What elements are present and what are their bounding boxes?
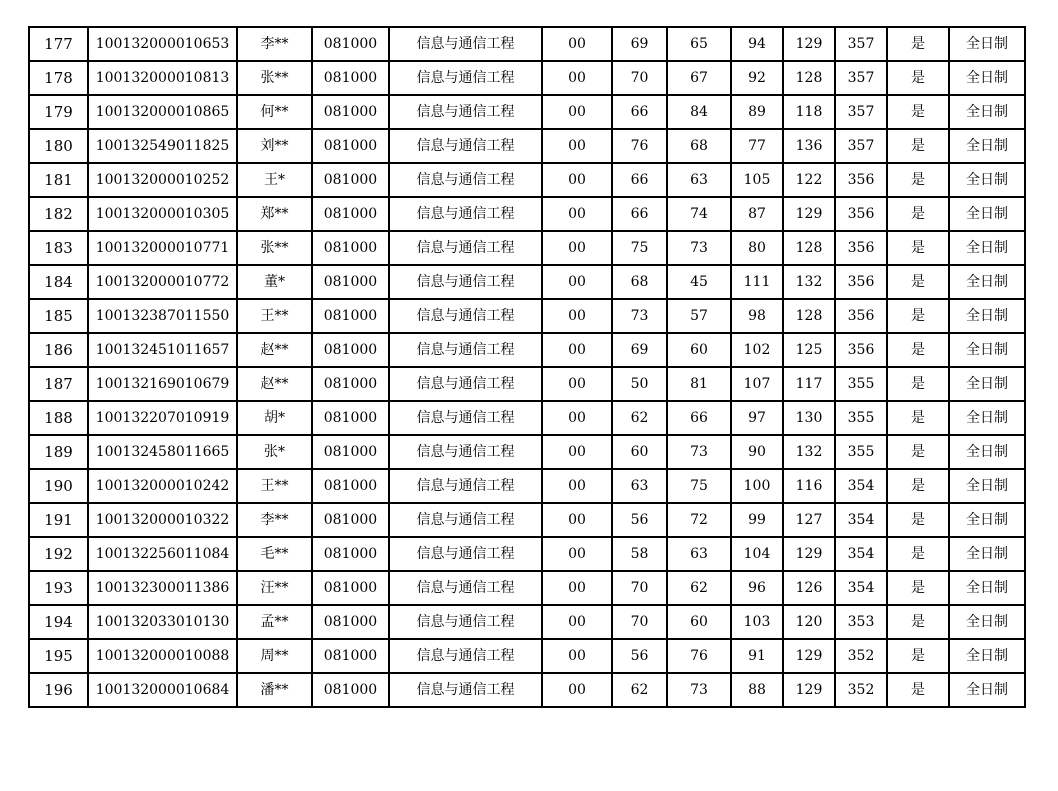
table-row bbox=[29, 265, 1025, 299]
rank-cell: 186 bbox=[29, 333, 88, 367]
major-name-cell: 信息与通信工程 bbox=[389, 163, 542, 197]
name-cell: 毛** bbox=[237, 537, 312, 571]
subject-one-score-cell: 104 bbox=[731, 537, 783, 571]
rank-cell: 189 bbox=[29, 435, 88, 469]
major-name-cell: 信息与通信工程 bbox=[389, 503, 542, 537]
exam-number-cell: 100132451011657 bbox=[88, 333, 237, 367]
subject-one-score-cell: 102 bbox=[731, 333, 783, 367]
study-mode-cell: 全日制 bbox=[949, 27, 1025, 61]
exam-number-cell: 100132000010684 bbox=[88, 673, 237, 707]
total-score-cell: 357 bbox=[835, 27, 887, 61]
major-name-cell: 信息与通信工程 bbox=[389, 231, 542, 265]
major-code-cell: 081000 bbox=[312, 163, 389, 197]
subject-one-score-cell: 89 bbox=[731, 95, 783, 129]
total-score-cell: 356 bbox=[835, 231, 887, 265]
major-code-cell: 081000 bbox=[312, 435, 389, 469]
table-row bbox=[29, 27, 1025, 61]
rank-cell: 194 bbox=[29, 605, 88, 639]
foreign-language-score-cell: 72 bbox=[667, 503, 731, 537]
foreign-language-score-cell: 74 bbox=[667, 197, 731, 231]
subject-one-score-cell: 103 bbox=[731, 605, 783, 639]
major-code-cell: 081000 bbox=[312, 129, 389, 163]
subject-one-score-cell: 94 bbox=[731, 27, 783, 61]
name-cell: 王** bbox=[237, 299, 312, 333]
table-row bbox=[29, 469, 1025, 503]
table-row bbox=[29, 639, 1025, 673]
direction-code-cell: 00 bbox=[542, 367, 612, 401]
name-cell: 张* bbox=[237, 435, 312, 469]
subject-one-score-cell: 80 bbox=[731, 231, 783, 265]
name-cell: 赵** bbox=[237, 367, 312, 401]
subject-one-score-cell: 107 bbox=[731, 367, 783, 401]
subject-two-score-cell: 132 bbox=[783, 265, 835, 299]
study-mode-cell: 全日制 bbox=[949, 503, 1025, 537]
study-mode-cell: 全日制 bbox=[949, 61, 1025, 95]
total-score-cell: 354 bbox=[835, 537, 887, 571]
major-code-cell: 081000 bbox=[312, 503, 389, 537]
admission-status-cell: 是 bbox=[887, 537, 949, 571]
total-score-cell: 357 bbox=[835, 129, 887, 163]
direction-code-cell: 00 bbox=[542, 401, 612, 435]
admission-status-cell: 是 bbox=[887, 95, 949, 129]
study-mode-cell: 全日制 bbox=[949, 129, 1025, 163]
name-cell: 李** bbox=[237, 503, 312, 537]
subject-two-score-cell: 129 bbox=[783, 27, 835, 61]
direction-code-cell: 00 bbox=[542, 163, 612, 197]
total-score-cell: 355 bbox=[835, 367, 887, 401]
subject-one-score-cell: 105 bbox=[731, 163, 783, 197]
admission-status-cell: 是 bbox=[887, 605, 949, 639]
admission-status-cell: 是 bbox=[887, 163, 949, 197]
direction-code-cell: 00 bbox=[542, 435, 612, 469]
politics-score-cell: 76 bbox=[612, 129, 667, 163]
subject-two-score-cell: 129 bbox=[783, 639, 835, 673]
major-name-cell: 信息与通信工程 bbox=[389, 367, 542, 401]
direction-code-cell: 00 bbox=[542, 605, 612, 639]
foreign-language-score-cell: 84 bbox=[667, 95, 731, 129]
name-cell: 赵** bbox=[237, 333, 312, 367]
name-cell: 孟** bbox=[237, 605, 312, 639]
total-score-cell: 352 bbox=[835, 673, 887, 707]
major-code-cell: 081000 bbox=[312, 197, 389, 231]
foreign-language-score-cell: 73 bbox=[667, 231, 731, 265]
foreign-language-score-cell: 76 bbox=[667, 639, 731, 673]
rank-cell: 193 bbox=[29, 571, 88, 605]
major-code-cell: 081000 bbox=[312, 639, 389, 673]
admission-status-cell: 是 bbox=[887, 129, 949, 163]
table-row bbox=[29, 503, 1025, 537]
rank-cell: 178 bbox=[29, 61, 88, 95]
foreign-language-score-cell: 57 bbox=[667, 299, 731, 333]
subject-one-score-cell: 98 bbox=[731, 299, 783, 333]
major-name-cell: 信息与通信工程 bbox=[389, 469, 542, 503]
rank-cell: 188 bbox=[29, 401, 88, 435]
name-cell: 刘** bbox=[237, 129, 312, 163]
rank-cell: 179 bbox=[29, 95, 88, 129]
subject-one-score-cell: 96 bbox=[731, 571, 783, 605]
major-name-cell: 信息与通信工程 bbox=[389, 605, 542, 639]
total-score-cell: 356 bbox=[835, 265, 887, 299]
major-name-cell: 信息与通信工程 bbox=[389, 197, 542, 231]
subject-two-score-cell: 129 bbox=[783, 197, 835, 231]
foreign-language-score-cell: 62 bbox=[667, 571, 731, 605]
study-mode-cell: 全日制 bbox=[949, 231, 1025, 265]
major-name-cell: 信息与通信工程 bbox=[389, 129, 542, 163]
table-row bbox=[29, 129, 1025, 163]
foreign-language-score-cell: 60 bbox=[667, 333, 731, 367]
exam-number-cell: 100132000010305 bbox=[88, 197, 237, 231]
politics-score-cell: 66 bbox=[612, 197, 667, 231]
direction-code-cell: 00 bbox=[542, 571, 612, 605]
direction-code-cell: 00 bbox=[542, 95, 612, 129]
exam-number-cell: 100132000010252 bbox=[88, 163, 237, 197]
politics-score-cell: 58 bbox=[612, 537, 667, 571]
politics-score-cell: 63 bbox=[612, 469, 667, 503]
major-code-cell: 081000 bbox=[312, 605, 389, 639]
table-row bbox=[29, 61, 1025, 95]
subject-one-score-cell: 77 bbox=[731, 129, 783, 163]
total-score-cell: 354 bbox=[835, 571, 887, 605]
subject-two-score-cell: 129 bbox=[783, 537, 835, 571]
exam-number-cell: 100132000010088 bbox=[88, 639, 237, 673]
major-code-cell: 081000 bbox=[312, 95, 389, 129]
total-score-cell: 354 bbox=[835, 469, 887, 503]
total-score-cell: 356 bbox=[835, 299, 887, 333]
direction-code-cell: 00 bbox=[542, 299, 612, 333]
rank-cell: 195 bbox=[29, 639, 88, 673]
table-row bbox=[29, 605, 1025, 639]
subject-two-score-cell: 118 bbox=[783, 95, 835, 129]
politics-score-cell: 62 bbox=[612, 401, 667, 435]
admission-status-cell: 是 bbox=[887, 367, 949, 401]
rank-cell: 184 bbox=[29, 265, 88, 299]
major-name-cell: 信息与通信工程 bbox=[389, 27, 542, 61]
direction-code-cell: 00 bbox=[542, 537, 612, 571]
table-row bbox=[29, 231, 1025, 265]
direction-code-cell: 00 bbox=[542, 639, 612, 673]
major-name-cell: 信息与通信工程 bbox=[389, 435, 542, 469]
exam-number-cell: 100132207010919 bbox=[88, 401, 237, 435]
name-cell: 何** bbox=[237, 95, 312, 129]
subject-two-score-cell: 120 bbox=[783, 605, 835, 639]
study-mode-cell: 全日制 bbox=[949, 571, 1025, 605]
direction-code-cell: 00 bbox=[542, 197, 612, 231]
admission-status-cell: 是 bbox=[887, 639, 949, 673]
admission-status-cell: 是 bbox=[887, 265, 949, 299]
direction-code-cell: 00 bbox=[542, 231, 612, 265]
subject-two-score-cell: 125 bbox=[783, 333, 835, 367]
major-name-cell: 信息与通信工程 bbox=[389, 333, 542, 367]
exam-number-cell: 100132000010865 bbox=[88, 95, 237, 129]
total-score-cell: 356 bbox=[835, 163, 887, 197]
exam-number-cell: 100132000010322 bbox=[88, 503, 237, 537]
admission-status-cell: 是 bbox=[887, 231, 949, 265]
major-name-cell: 信息与通信工程 bbox=[389, 639, 542, 673]
total-score-cell: 357 bbox=[835, 95, 887, 129]
major-name-cell: 信息与通信工程 bbox=[389, 571, 542, 605]
name-cell: 汪** bbox=[237, 571, 312, 605]
subject-two-score-cell: 116 bbox=[783, 469, 835, 503]
table-row bbox=[29, 299, 1025, 333]
major-code-cell: 081000 bbox=[312, 27, 389, 61]
exam-number-cell: 100132033010130 bbox=[88, 605, 237, 639]
study-mode-cell: 全日制 bbox=[949, 605, 1025, 639]
subject-two-score-cell: 128 bbox=[783, 61, 835, 95]
table-row bbox=[29, 401, 1025, 435]
major-code-cell: 081000 bbox=[312, 571, 389, 605]
table-body bbox=[29, 27, 1025, 707]
exam-number-cell: 100132256011084 bbox=[88, 537, 237, 571]
admission-score-table bbox=[28, 26, 1026, 708]
study-mode-cell: 全日制 bbox=[949, 333, 1025, 367]
foreign-language-score-cell: 73 bbox=[667, 435, 731, 469]
rank-cell: 185 bbox=[29, 299, 88, 333]
rank-cell: 182 bbox=[29, 197, 88, 231]
name-cell: 胡* bbox=[237, 401, 312, 435]
study-mode-cell: 全日制 bbox=[949, 299, 1025, 333]
name-cell: 潘** bbox=[237, 673, 312, 707]
exam-number-cell: 100132000010242 bbox=[88, 469, 237, 503]
study-mode-cell: 全日制 bbox=[949, 95, 1025, 129]
subject-two-score-cell: 130 bbox=[783, 401, 835, 435]
exam-number-cell: 100132458011665 bbox=[88, 435, 237, 469]
subject-two-score-cell: 127 bbox=[783, 503, 835, 537]
politics-score-cell: 50 bbox=[612, 367, 667, 401]
rank-cell: 190 bbox=[29, 469, 88, 503]
study-mode-cell: 全日制 bbox=[949, 673, 1025, 707]
politics-score-cell: 60 bbox=[612, 435, 667, 469]
admission-status-cell: 是 bbox=[887, 27, 949, 61]
admission-status-cell: 是 bbox=[887, 197, 949, 231]
subject-one-score-cell: 97 bbox=[731, 401, 783, 435]
major-code-cell: 081000 bbox=[312, 231, 389, 265]
major-code-cell: 081000 bbox=[312, 469, 389, 503]
admission-status-cell: 是 bbox=[887, 435, 949, 469]
study-mode-cell: 全日制 bbox=[949, 435, 1025, 469]
rank-cell: 196 bbox=[29, 673, 88, 707]
direction-code-cell: 00 bbox=[542, 469, 612, 503]
subject-one-score-cell: 87 bbox=[731, 197, 783, 231]
foreign-language-score-cell: 73 bbox=[667, 673, 731, 707]
study-mode-cell: 全日制 bbox=[949, 537, 1025, 571]
foreign-language-score-cell: 66 bbox=[667, 401, 731, 435]
subject-two-score-cell: 122 bbox=[783, 163, 835, 197]
total-score-cell: 357 bbox=[835, 61, 887, 95]
major-name-cell: 信息与通信工程 bbox=[389, 61, 542, 95]
rank-cell: 181 bbox=[29, 163, 88, 197]
name-cell: 李** bbox=[237, 27, 312, 61]
table-row bbox=[29, 163, 1025, 197]
study-mode-cell: 全日制 bbox=[949, 367, 1025, 401]
exam-number-cell: 100132000010653 bbox=[88, 27, 237, 61]
subject-two-score-cell: 132 bbox=[783, 435, 835, 469]
direction-code-cell: 00 bbox=[542, 61, 612, 95]
politics-score-cell: 56 bbox=[612, 639, 667, 673]
foreign-language-score-cell: 63 bbox=[667, 537, 731, 571]
study-mode-cell: 全日制 bbox=[949, 469, 1025, 503]
major-code-cell: 081000 bbox=[312, 265, 389, 299]
rank-cell: 191 bbox=[29, 503, 88, 537]
politics-score-cell: 69 bbox=[612, 27, 667, 61]
major-code-cell: 081000 bbox=[312, 537, 389, 571]
admission-status-cell: 是 bbox=[887, 469, 949, 503]
name-cell: 周** bbox=[237, 639, 312, 673]
subject-one-score-cell: 88 bbox=[731, 673, 783, 707]
politics-score-cell: 70 bbox=[612, 61, 667, 95]
study-mode-cell: 全日制 bbox=[949, 639, 1025, 673]
total-score-cell: 356 bbox=[835, 333, 887, 367]
admission-status-cell: 是 bbox=[887, 333, 949, 367]
rank-cell: 187 bbox=[29, 367, 88, 401]
foreign-language-score-cell: 60 bbox=[667, 605, 731, 639]
exam-number-cell: 100132300011386 bbox=[88, 571, 237, 605]
total-score-cell: 352 bbox=[835, 639, 887, 673]
name-cell: 张** bbox=[237, 231, 312, 265]
subject-one-score-cell: 90 bbox=[731, 435, 783, 469]
name-cell: 董* bbox=[237, 265, 312, 299]
name-cell: 王* bbox=[237, 163, 312, 197]
exam-number-cell: 100132549011825 bbox=[88, 129, 237, 163]
foreign-language-score-cell: 68 bbox=[667, 129, 731, 163]
subject-two-score-cell: 128 bbox=[783, 299, 835, 333]
foreign-language-score-cell: 81 bbox=[667, 367, 731, 401]
table-row bbox=[29, 197, 1025, 231]
subject-one-score-cell: 111 bbox=[731, 265, 783, 299]
politics-score-cell: 70 bbox=[612, 571, 667, 605]
politics-score-cell: 73 bbox=[612, 299, 667, 333]
admission-status-cell: 是 bbox=[887, 61, 949, 95]
major-name-cell: 信息与通信工程 bbox=[389, 95, 542, 129]
politics-score-cell: 56 bbox=[612, 503, 667, 537]
major-code-cell: 081000 bbox=[312, 333, 389, 367]
admission-status-cell: 是 bbox=[887, 401, 949, 435]
total-score-cell: 355 bbox=[835, 401, 887, 435]
major-code-cell: 081000 bbox=[312, 61, 389, 95]
direction-code-cell: 00 bbox=[542, 27, 612, 61]
admission-status-cell: 是 bbox=[887, 673, 949, 707]
direction-code-cell: 00 bbox=[542, 129, 612, 163]
subject-two-score-cell: 126 bbox=[783, 571, 835, 605]
total-score-cell: 354 bbox=[835, 503, 887, 537]
table-row bbox=[29, 367, 1025, 401]
name-cell: 郑** bbox=[237, 197, 312, 231]
direction-code-cell: 00 bbox=[542, 503, 612, 537]
subject-one-score-cell: 92 bbox=[731, 61, 783, 95]
foreign-language-score-cell: 75 bbox=[667, 469, 731, 503]
name-cell: 张** bbox=[237, 61, 312, 95]
subject-one-score-cell: 91 bbox=[731, 639, 783, 673]
subject-two-score-cell: 128 bbox=[783, 231, 835, 265]
major-code-cell: 081000 bbox=[312, 673, 389, 707]
total-score-cell: 355 bbox=[835, 435, 887, 469]
exam-number-cell: 100132000010813 bbox=[88, 61, 237, 95]
study-mode-cell: 全日制 bbox=[949, 197, 1025, 231]
exam-number-cell: 100132000010771 bbox=[88, 231, 237, 265]
subject-one-score-cell: 99 bbox=[731, 503, 783, 537]
exam-number-cell: 100132169010679 bbox=[88, 367, 237, 401]
politics-score-cell: 69 bbox=[612, 333, 667, 367]
total-score-cell: 353 bbox=[835, 605, 887, 639]
exam-number-cell: 100132000010772 bbox=[88, 265, 237, 299]
foreign-language-score-cell: 65 bbox=[667, 27, 731, 61]
foreign-language-score-cell: 45 bbox=[667, 265, 731, 299]
major-code-cell: 081000 bbox=[312, 367, 389, 401]
foreign-language-score-cell: 67 bbox=[667, 61, 731, 95]
rank-cell: 192 bbox=[29, 537, 88, 571]
admission-status-cell: 是 bbox=[887, 299, 949, 333]
major-name-cell: 信息与通信工程 bbox=[389, 401, 542, 435]
subject-two-score-cell: 129 bbox=[783, 673, 835, 707]
study-mode-cell: 全日制 bbox=[949, 163, 1025, 197]
rank-cell: 180 bbox=[29, 129, 88, 163]
name-cell: 王** bbox=[237, 469, 312, 503]
major-name-cell: 信息与通信工程 bbox=[389, 299, 542, 333]
major-name-cell: 信息与通信工程 bbox=[389, 673, 542, 707]
politics-score-cell: 66 bbox=[612, 95, 667, 129]
study-mode-cell: 全日制 bbox=[949, 401, 1025, 435]
exam-number-cell: 100132387011550 bbox=[88, 299, 237, 333]
table-row bbox=[29, 537, 1025, 571]
table-row bbox=[29, 673, 1025, 707]
subject-two-score-cell: 136 bbox=[783, 129, 835, 163]
major-code-cell: 081000 bbox=[312, 401, 389, 435]
major-name-cell: 信息与通信工程 bbox=[389, 537, 542, 571]
direction-code-cell: 00 bbox=[542, 673, 612, 707]
direction-code-cell: 00 bbox=[542, 265, 612, 299]
total-score-cell: 356 bbox=[835, 197, 887, 231]
subject-one-score-cell: 100 bbox=[731, 469, 783, 503]
major-code-cell: 081000 bbox=[312, 299, 389, 333]
direction-code-cell: 00 bbox=[542, 333, 612, 367]
politics-score-cell: 62 bbox=[612, 673, 667, 707]
rank-cell: 183 bbox=[29, 231, 88, 265]
politics-score-cell: 66 bbox=[612, 163, 667, 197]
table-row bbox=[29, 333, 1025, 367]
admission-status-cell: 是 bbox=[887, 503, 949, 537]
politics-score-cell: 70 bbox=[612, 605, 667, 639]
table-row bbox=[29, 571, 1025, 605]
subject-two-score-cell: 117 bbox=[783, 367, 835, 401]
study-mode-cell: 全日制 bbox=[949, 265, 1025, 299]
table-row bbox=[29, 95, 1025, 129]
admission-status-cell: 是 bbox=[887, 571, 949, 605]
foreign-language-score-cell: 63 bbox=[667, 163, 731, 197]
rank-cell: 177 bbox=[29, 27, 88, 61]
major-name-cell: 信息与通信工程 bbox=[389, 265, 542, 299]
table-row bbox=[29, 435, 1025, 469]
politics-score-cell: 75 bbox=[612, 231, 667, 265]
politics-score-cell: 68 bbox=[612, 265, 667, 299]
